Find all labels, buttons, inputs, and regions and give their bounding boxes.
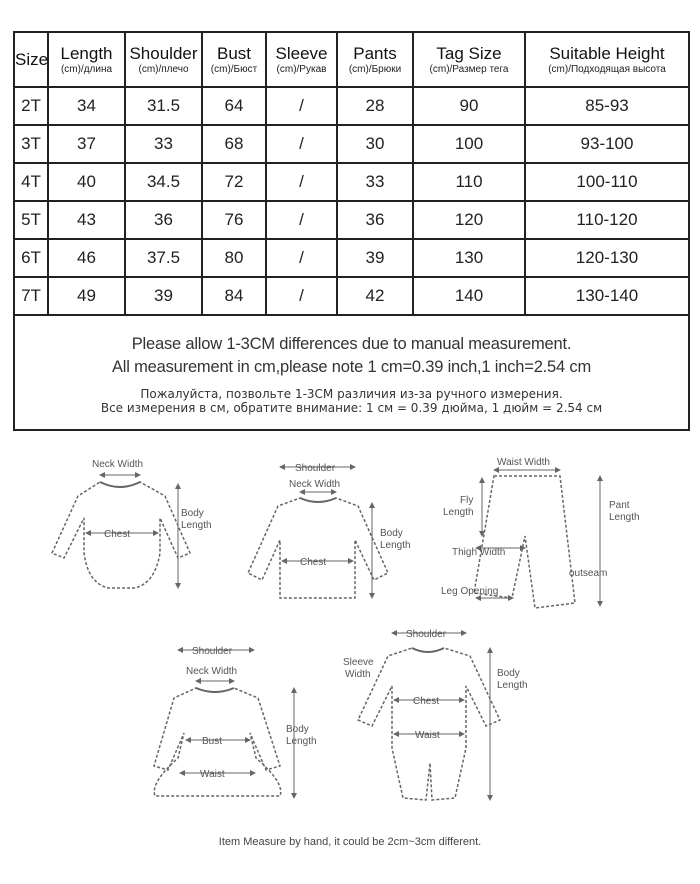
romper-outline	[358, 648, 500, 800]
romper-waist-label: Waist	[415, 730, 440, 741]
cell-shoulder: 39	[125, 277, 202, 315]
tshirt-outline	[248, 498, 388, 598]
cell-suitable-height: 93-100	[525, 125, 689, 163]
bodysuit-body-label-1: Body	[181, 508, 204, 519]
dress-body-label-2: Length	[286, 736, 317, 747]
cell-suitable-height: 120-130	[525, 239, 689, 277]
cell-size: 3T	[14, 125, 48, 163]
cell-tag-size: 110	[413, 163, 525, 201]
bodysuit-body-label-2: Length	[181, 520, 212, 531]
notes-row	[14, 315, 689, 430]
header-bust: Bust (cm)/Бюст	[202, 32, 266, 87]
measurement-diagrams	[0, 448, 700, 848]
cell-pants: 39	[337, 239, 413, 277]
cell-bust: 72	[202, 163, 266, 201]
table-row	[14, 125, 689, 163]
cell-sleeve: /	[266, 163, 337, 201]
pants-thigh-label: Thigh Width	[452, 547, 506, 558]
cell-pants: 42	[337, 277, 413, 315]
tshirt-body-label-1: Body	[380, 528, 403, 539]
pants-outseam-label: outseam	[569, 568, 608, 579]
cell-tag-size: 130	[413, 239, 525, 277]
cell-pants: 36	[337, 201, 413, 239]
cell-size: 4T	[14, 163, 48, 201]
cell-length: 43	[48, 201, 125, 239]
cell-tag-size: 120	[413, 201, 525, 239]
footer-note: Item Measure by hand, it could be 2cm~3cm different.	[218, 836, 482, 848]
cell-sleeve: /	[266, 239, 337, 277]
pants-waist-label: Waist Width	[497, 457, 550, 468]
cell-pants: 28	[337, 87, 413, 125]
tshirt-chest-label: Chest	[300, 557, 327, 568]
table-header-row	[14, 32, 689, 87]
cell-sleeve: /	[266, 87, 337, 125]
cell-suitable-height: 130-140	[525, 277, 689, 315]
table-row	[14, 201, 689, 239]
header-pants: Pants (cm)/Брюки	[337, 32, 413, 87]
cell-size: 2T	[14, 87, 48, 125]
cell-tag-size: 100	[413, 125, 525, 163]
dress-shoulder-label: Shoulder	[192, 646, 233, 657]
header-size: Size	[14, 32, 48, 87]
romper-sleeve-label-2: Width	[345, 669, 371, 680]
cell-suitable-height: 85-93	[525, 87, 689, 125]
table-row	[14, 239, 689, 277]
cell-shoulder: 34.5	[125, 163, 202, 201]
romper-neck	[412, 648, 444, 652]
dress-waist-label: Waist	[200, 769, 225, 780]
cell-shoulder: 36	[125, 201, 202, 239]
header-shoulder: Shoulder (cm)/плечо	[125, 32, 202, 87]
cell-shoulder: 31.5	[125, 87, 202, 125]
note-english-1: Please allow 1-3CM differences due to manual measurement.	[131, 334, 572, 353]
cell-suitable-height: 110-120	[525, 201, 689, 239]
cell-bust: 80	[202, 239, 266, 277]
cell-size: 6T	[14, 239, 48, 277]
cell-bust: 76	[202, 201, 266, 239]
cell-size: 7T	[14, 277, 48, 315]
cell-pants: 30	[337, 125, 413, 163]
cell-shoulder: 37.5	[125, 239, 202, 277]
cell-length: 46	[48, 239, 125, 277]
cell-bust: 84	[202, 277, 266, 315]
cell-size: 5T	[14, 201, 48, 239]
pants-fly-label-1: Fly	[460, 495, 474, 506]
table-row	[14, 163, 689, 201]
tshirt-diagram	[248, 463, 411, 598]
cell-sleeve: /	[266, 125, 337, 163]
pants-fly-label-2: Length	[443, 507, 474, 518]
header-suitable-height: Suitable Height (cm)/Подходящая высота	[525, 32, 689, 87]
cell-tag-size: 140	[413, 277, 525, 315]
bodysuit-neck-label: Neck Width	[92, 459, 144, 470]
table-row	[14, 277, 689, 315]
header-length: Length (cm)/длина	[48, 32, 125, 87]
cell-length: 49	[48, 277, 125, 315]
cell-length: 40	[48, 163, 125, 201]
bodysuit-diagram	[52, 459, 212, 588]
romper-body-label-2: Length	[497, 680, 528, 691]
pants-pant-label-2: Length	[609, 512, 640, 523]
cell-sleeve: /	[266, 201, 337, 239]
romper-body-label-1: Body	[497, 668, 520, 679]
dress-body-label-1: Body	[286, 724, 309, 735]
cell-length: 37	[48, 125, 125, 163]
pants-pant-label-1: Pant	[609, 500, 630, 511]
dress-diagram	[154, 646, 317, 798]
bodysuit-neck	[100, 482, 140, 487]
bodysuit-chest-label: Chest	[104, 529, 131, 540]
cell-sleeve: /	[266, 277, 337, 315]
tshirt-body-label-2: Length	[380, 540, 411, 551]
tshirt-neck	[300, 498, 336, 502]
cell-pants: 33	[337, 163, 413, 201]
tshirt-shoulder-label: Shoulder	[295, 463, 336, 474]
dress-bust-label: Bust	[202, 736, 223, 747]
notes-cell	[14, 315, 689, 430]
cell-length: 34	[48, 87, 125, 125]
pants-leg-label: Leg Opening	[441, 586, 499, 597]
dress-neck	[196, 688, 234, 692]
romper-shoulder-label: Shoulder	[406, 629, 447, 640]
cell-shoulder: 33	[125, 125, 202, 163]
note-russian-2: Все измерения в см, обратите внимание: 1 см = 0.39 дюйма, 1 дюйм = 2.54 см	[100, 400, 603, 415]
note-russian-1: Пожалуйста, позвольте 1-3CM различия из-за ручного измерения.	[140, 386, 563, 401]
romper-sleeve-label-1: Sleeve	[343, 657, 374, 668]
cell-suitable-height: 100-110	[525, 163, 689, 201]
romper-diagram	[343, 629, 528, 800]
dress-neck-label: Neck Width	[186, 666, 238, 677]
header-tag-size: Tag Size (cm)/Размер тега	[413, 32, 525, 87]
header-sleeve: Sleeve (cm)/Рукав	[266, 32, 337, 87]
table-row	[14, 87, 689, 125]
cell-bust: 68	[202, 125, 266, 163]
pants-diagram	[441, 457, 640, 608]
cell-bust: 64	[202, 87, 266, 125]
size-chart-table	[13, 31, 690, 431]
cell-tag-size: 90	[413, 87, 525, 125]
romper-chest-label: Chest	[413, 696, 440, 707]
tshirt-neck-label: Neck Width	[289, 479, 341, 490]
note-english-2: All measurement in cm,please note 1 cm=0.39 inch,1 inch=2.54 cm	[112, 357, 591, 376]
